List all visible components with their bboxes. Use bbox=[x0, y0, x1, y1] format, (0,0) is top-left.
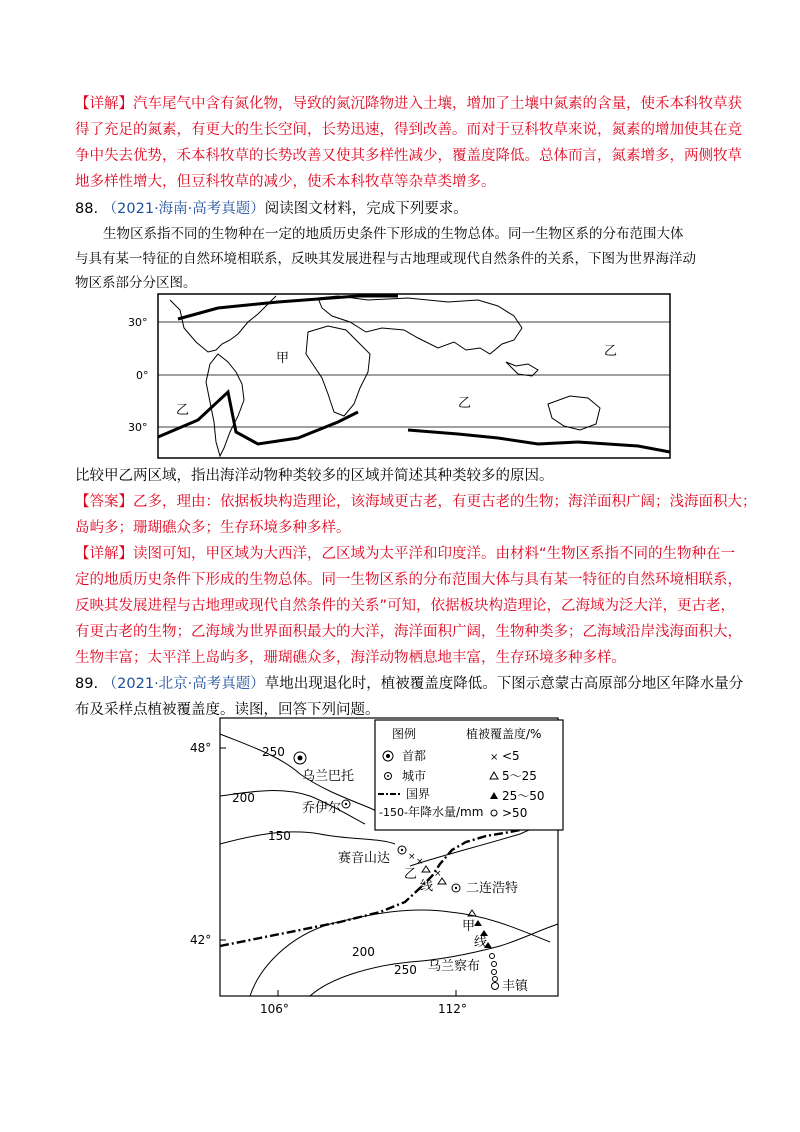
detail-tag: 【详解】 bbox=[75, 546, 133, 562]
q88-prompt: 阅读图文材料，完成下列要求。 bbox=[264, 201, 468, 217]
q88-detail-line-2: 定的地质历史条件下形成的生物总体。同一生物区系的分布范围大体与具有某一特征的自然环境相联系， bbox=[75, 572, 742, 588]
legend-cover-lt5: <5 bbox=[502, 749, 520, 763]
q88-answer-line-1 bbox=[75, 492, 757, 512]
q88-header bbox=[75, 199, 468, 219]
legend-isohyet-sample: -150- bbox=[379, 806, 408, 819]
region-yi-right-label: 乙 bbox=[604, 344, 618, 359]
lat-label-30n: 30° bbox=[128, 316, 148, 329]
line-yi-label: 乙 bbox=[404, 867, 418, 882]
isohyet-label-250-north: 250 bbox=[262, 745, 285, 759]
legend-border-label: 国界 bbox=[406, 787, 431, 801]
map-frame bbox=[158, 294, 670, 458]
place-sainshand: 赛音山达 bbox=[338, 851, 391, 866]
q88-detail-line-5: 生物丰富；太平洋上岛屿多，珊瑚礁众多，海洋动物栖息地丰富，生存环境多种多样。 bbox=[75, 650, 626, 666]
answer-tag: 【答案】 bbox=[75, 494, 133, 510]
legend-title: 图例 bbox=[392, 727, 417, 741]
region-jia-label: 甲 bbox=[276, 351, 290, 366]
lon-112-label: 112° bbox=[438, 1002, 467, 1016]
place-ulaanbaatar: 乌兰巴托 bbox=[302, 769, 355, 784]
q89-prompt-2: 布及采样点植被覆盖度。读图，回答下列问题。 bbox=[75, 702, 380, 718]
mongolia-plateau-map bbox=[190, 716, 610, 1021]
region-yi-left-label: 乙 bbox=[176, 403, 190, 418]
svg-text:×: × bbox=[408, 852, 416, 862]
isohyet-label-200-south: 200 bbox=[352, 945, 375, 959]
q87-detail-line-1 bbox=[75, 94, 742, 114]
place-choir: 乔伊尔 bbox=[302, 801, 342, 816]
world-ocean-fauna-map bbox=[118, 292, 673, 462]
q88-source: （2021·海南·高考真题） bbox=[102, 201, 265, 217]
legend-isohyet-label: 年降水量/mm bbox=[408, 805, 484, 819]
detail-tag: 【详解】 bbox=[75, 96, 133, 112]
svg-text:×: × bbox=[434, 869, 442, 879]
q88-detail-line-3: 反映其发展进程与古地理或现代自然条件的关系”可知，依据板块构造理论，乙海域为泛大洋，更古老， bbox=[75, 598, 736, 614]
lat-42-label: 42° bbox=[190, 933, 212, 947]
lon-106-label: 106° bbox=[260, 1002, 289, 1016]
q87-detail-line-4: 地多样性增大，但豆科牧草的减少，使禾本科牧草等杂草类增多。 bbox=[75, 174, 496, 190]
q89-prompt-1: 草地出现退化时，植被覆盖度降低。下图示意蒙古高原部分地区年降水量分 bbox=[264, 676, 744, 692]
answer-text: 乙多，理由：依据板块构造理论，该海域更古老，有更古老的生物；海洋面积广阔；浅海面积大； bbox=[133, 494, 757, 510]
region-yi-mid-label: 乙 bbox=[458, 396, 472, 411]
q88-detail-line-4: 有更古老的生物；乙海域为世界面积最大的大洋，海洋面积广阔，生物种类多；乙海域沿岸浅海面积大， bbox=[75, 624, 742, 640]
legend-cover-25-50: 25～50 bbox=[502, 789, 545, 803]
place-erenhot: 二连浩特 bbox=[466, 881, 519, 896]
lat-label-0: 0° bbox=[136, 369, 149, 382]
lat-48-label: 48° bbox=[190, 741, 212, 755]
q88-material-1: 生物区系指不同的生物种在一定的地质历史条件下形成的生物总体。同一生物区系的分布范围大体 bbox=[103, 226, 684, 242]
q88-detail-line-1 bbox=[75, 544, 735, 564]
isohyet-label-250-south: 250 bbox=[394, 963, 417, 977]
detail-text: 读图可知，甲区域为大西洋，乙区域为太平洋和印度洋。由材料“生物区系指不同的生物种在一 bbox=[133, 546, 736, 562]
q87-detail-line-3: 争中失去优势，禾本科牧草的长势改善又使其多样性减少，覆盖度降低。总体而言，氮素增多，两侧牧草 bbox=[75, 148, 742, 164]
q88-material-3: 物区系部分分区图。 bbox=[75, 275, 197, 291]
lat-label-30s: 30° bbox=[128, 421, 148, 434]
legend-coverage-title: 植被覆盖度/% bbox=[466, 727, 542, 741]
line-jia-label: 甲 bbox=[462, 919, 476, 934]
q88-answer-line-2: 岛屿多；珊瑚礁众多；生存环境多种多样。 bbox=[75, 520, 351, 536]
detail-text: 汽车尾气中含有氮化物，导致的氮沉降物进入土壤，增加了土壤中氮素的含量，使禾本科牧草获 bbox=[133, 96, 742, 112]
svg-text:×: × bbox=[416, 857, 424, 867]
isohyet-label-150: 150 bbox=[268, 829, 291, 843]
q87-detail-line-2: 得了充足的氮素，有更大的生长空间，长势迅速，得到改善。而对于豆科牧草来说，氮素的增加使其在竞 bbox=[75, 122, 742, 138]
q88-material-2: 与具有某一特征的自然环境相联系，反映其发展进程与古地理或现代自然条件的关系，下图为世界海洋动 bbox=[75, 251, 696, 267]
q88-question: 比较甲乙两区域，指出海洋动物种类较多的区域并简述其种类较多的原因。 bbox=[75, 468, 554, 484]
q89-source: （2021·北京·高考真题） bbox=[102, 676, 265, 692]
line-yi-label-2: 线 bbox=[420, 879, 434, 894]
legend-city-label: 城市 bbox=[402, 769, 427, 783]
q89-header bbox=[75, 674, 743, 694]
legend-cover-lt5-icon: × bbox=[490, 752, 499, 763]
q88-number: 88. bbox=[75, 201, 99, 217]
q89-number: 89. bbox=[75, 676, 99, 692]
legend-cover-5-25: 5～25 bbox=[502, 769, 537, 783]
isohyet-label-200-north: 200 bbox=[232, 791, 255, 805]
legend-capital-label: 首都 bbox=[402, 749, 427, 763]
place-ulanqab: 乌兰察布 bbox=[428, 959, 481, 974]
line-jia-label-2: 线 bbox=[474, 935, 488, 950]
legend-cover-gt50: >50 bbox=[502, 806, 528, 820]
place-fengzhen: 丰镇 bbox=[502, 979, 529, 994]
